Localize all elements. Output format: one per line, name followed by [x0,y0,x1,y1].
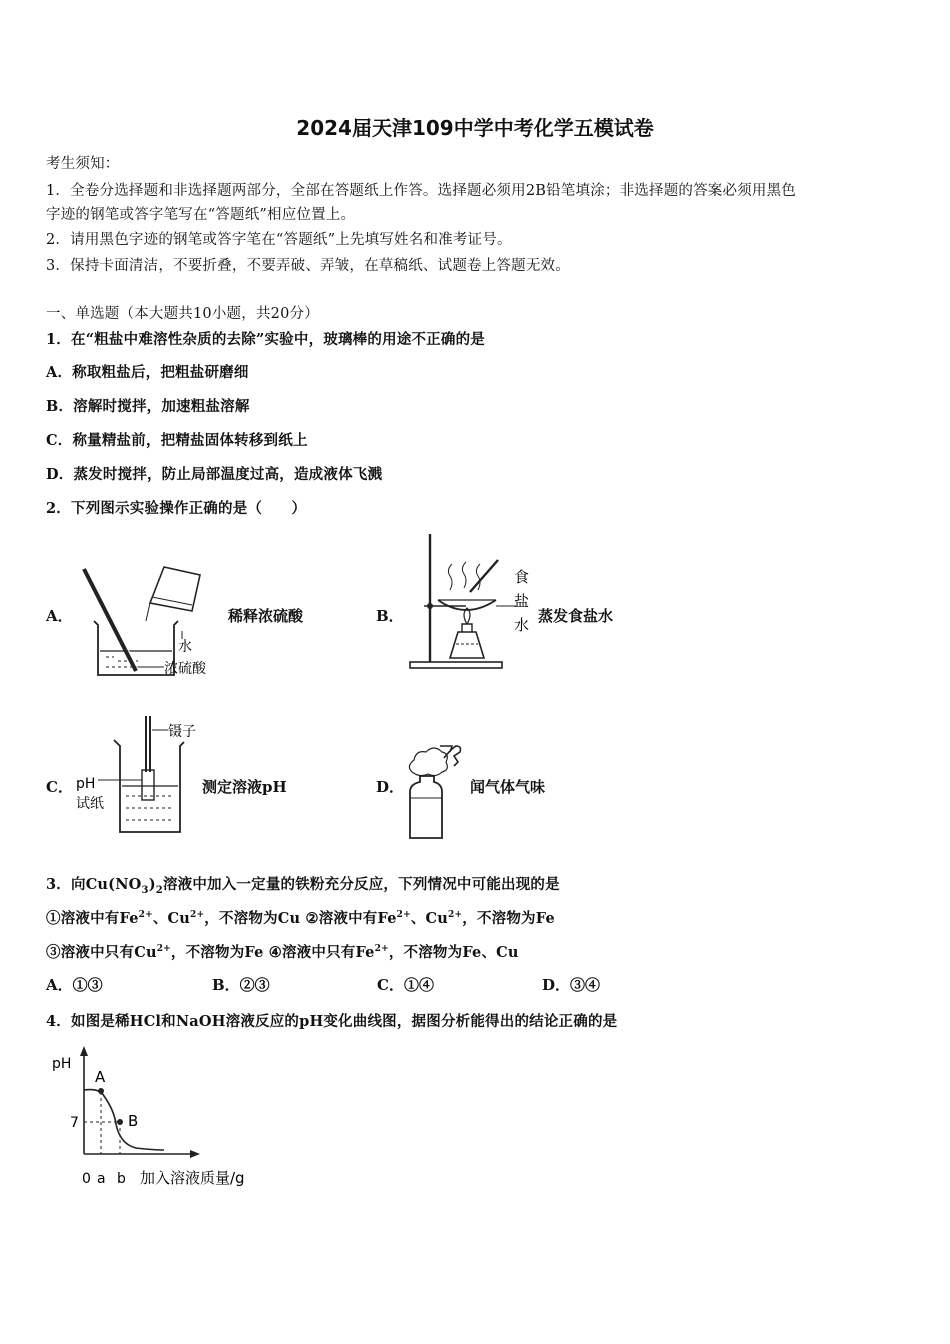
q2-c-label-paper: 试纸 [76,796,104,812]
point-b [117,1119,123,1125]
x-tick-b: b [117,1171,126,1187]
q3-statement-line-1: ①溶液中有$Fe^{2+}$、$Cu^{2+}$，不溶物为Cu ②溶液中有$Fe^{2+}$、$Cu^{2+}$，不溶物为Fe [46,910,555,927]
q2-c-letter: C． [46,778,73,796]
q1-option-c: C．称量精盐前，把精盐固体转移到纸上 [46,432,308,449]
q2-c-caption: 测定溶液pH [202,778,287,796]
q2-d-caption: 闻气体气味 [470,778,546,796]
q3-answer-b: B．②③ [212,976,270,994]
q1-option-a: A．称取粗盐后，把粗盐研磨细 [46,364,249,381]
q3-stem: 3．向$Cu(NO_3)_2$溶液中加入一定量的铁粉充分反应，下列情况中可能出现的是 [46,876,560,896]
q2-a-label-water: 水 [178,639,192,655]
q4-stem: 4．如图是稀HCl和NaOH溶液反应的pH变化曲线图，据图分析能得出的结论正确的是 [46,1013,618,1030]
ph-curve [84,1090,164,1150]
q2-b-figure [406,530,538,674]
q1-stem: 1．在“粗盐中难溶性杂质的去除”实验中，玻璃棒的用途不正确的是 [46,331,485,348]
point-a-label: A [95,1068,106,1086]
q2-a-letter: A． [46,607,73,625]
x-tick-a: a [97,1171,106,1187]
q1-option-b: B．溶解时搅拌，加速粗盐溶解 [46,398,250,415]
q2-b-letter: B． [376,607,404,625]
q2-b-caption: 蒸发食盐水 [538,607,614,625]
y-axis-label: pH [52,1056,72,1072]
q2-d-figure [404,742,470,842]
q2-c-figure [74,712,202,838]
y-axis-arrow [80,1046,88,1056]
notice-item-3: 3．保持卡面清洁，不要折叠，不要弄破、弄皱，在草稿纸、试题卷上答题无效。 [46,258,570,274]
q2-a-label-acid: 浓硫酸 [164,661,206,677]
q3-answer-c: C．①④ [377,976,434,994]
q2-b-label-2: 盐 [514,592,530,610]
q4-ph-chart [44,1044,264,1190]
q3-statement-line-2: ③溶液中只有$Cu^{2+}$，不溶物为Fe ④溶液中只有$Fe^{2+}$，不溶物为Fe、Cu [46,944,519,961]
q2-d-letter: D． [376,778,405,796]
section-heading: 一、单选题（本大题共10小题，共20分） [46,306,319,322]
notice-item-1: 1．全卷分选择题和非选择题两部分，全部在答题纸上作答。选择题必须用2B铅笔填涂；非选择题的答案必须用黑色 [46,183,797,199]
page-title: 2024届天津109中学中考化学五模试卷 [296,116,654,140]
x-tick-0: 0 [82,1171,91,1187]
q3-answer-a: A．①③ [46,976,103,994]
q2-stem: 2．下列图示实验操作正确的是（ ） [46,500,307,517]
q2-c-label-ph: pH [76,776,96,792]
point-b-label: B [128,1112,139,1130]
x-axis-arrow [190,1150,200,1158]
point-a [98,1088,104,1094]
q2-c-label-tweezers: 镊子 [168,724,196,740]
notice-heading: 考生须知： [46,156,120,172]
q3-answer-d: D．③④ [542,976,601,994]
notice-item-2: 2．请用黑色字迹的钢笔或答字笔在“答题纸”上先填写姓名和准考证号。 [46,232,512,248]
q2-b-label-3: 水 [514,616,530,634]
q2-a-caption: 稀释浓硫酸 [228,607,304,625]
q1-option-d: D．蒸发时搅拌，防止局部温度过高，造成液体飞溅 [46,466,383,483]
notice-item-1-cont: 字迹的钢笔或答字笔写在“答题纸”相应位置上。 [46,207,356,223]
x-axis-label: 加入溶液质量/g [140,1169,245,1187]
q2-b-label-1: 食 [514,568,530,586]
q2-a-figure [78,563,228,681]
y-tick-7: 7 [70,1115,79,1131]
